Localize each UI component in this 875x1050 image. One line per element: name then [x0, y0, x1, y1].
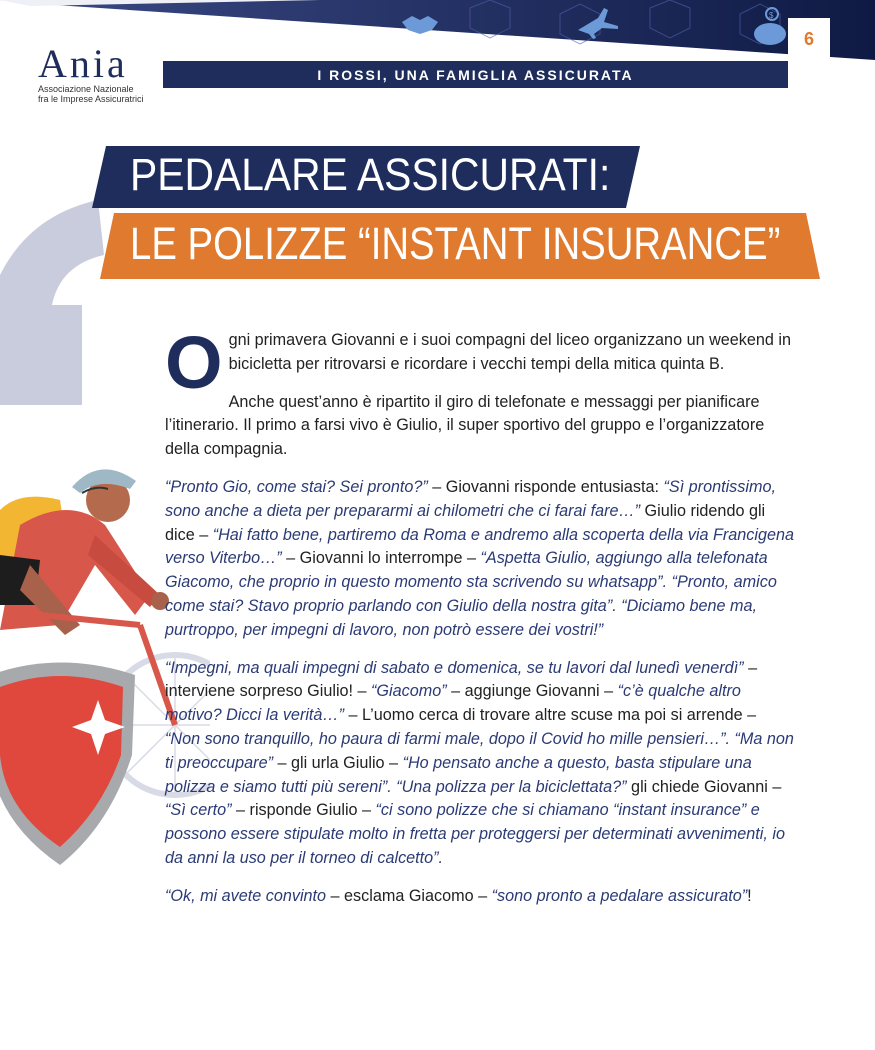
dialogue-quote: “Ho pensato anche a questo, basta stipulare una polizza e siamo tutti più sereni”. “Una polizza per la biciclettata?” — [165, 753, 752, 796]
ania-logo — [38, 41, 144, 104]
dialogue-quote: “Impegni, ma quali impegni di sabato e domenica, se tu lavori dal lunedì venerdì” — [165, 658, 744, 677]
shield-icon — [0, 663, 135, 866]
narration-text: – interviene sorpreso Giulio! – — [165, 658, 758, 701]
dialogue-quote: “Pronto Gio, come stai? Sei pronto?” — [165, 477, 428, 496]
quote-mark-icon — [0, 195, 105, 405]
title-ribbon-line2 — [100, 213, 820, 279]
page-number-box — [788, 18, 830, 60]
section-title-bar — [163, 61, 788, 88]
dialogue-quote: “Ok, mi avete convinto — [165, 886, 327, 905]
narration-text: – Giovanni risponde entusiasta: — [427, 477, 664, 496]
narration-text: – L’uomo cerca di trovare altre scuse ma poi si arrende – — [344, 706, 757, 725]
paragraph-1-text: gni primavera Giovanni e i suoi compagni del liceo organizzano un weekend in bicicletta per ritrovarsi e ricordare i vecchi tempi della mitica quinta B. — [228, 331, 791, 373]
dialogue-quote: “Sì certo” — [165, 801, 232, 820]
dialogue-quote: “sono pronto a pedalare assicurato” — [491, 886, 748, 905]
narration-text: gli chiede Giovanni – — [626, 777, 782, 796]
dialogue-quote: “c’è qualche altro motivo? Dicci la verità…” — [165, 682, 741, 725]
svg-text:$: $ — [769, 11, 774, 20]
dialogue-quote: “ci sono polizze che si chiamano “instant insurance” e possono essere stipulate molto in fretta per proteggersi per determinati avvenimenti, io da anni la uso per il torneo di calcetto”. — [165, 801, 785, 867]
narration-text: – risponde Giulio – — [231, 801, 376, 820]
logo-subtitle-line2: fra le Imprese Assicuratrici — [38, 94, 144, 104]
title-ribbon-line1 — [92, 146, 640, 208]
title-line1: PEDALARE ASSICURATI: — [130, 149, 611, 200]
drop-cap: O — [165, 321, 223, 404]
page-number: 6 — [803, 28, 814, 49]
dialogue-quote: “Non sono tranquillo, ho paura di farmi male, dopo il Covid ho mille pensieri…”. “Ma non ti preoccupare” — [165, 729, 794, 772]
narration-text: – aggiunge Giovanni – — [446, 682, 618, 701]
narration-text: Giulio ridendo gli dice – — [165, 501, 766, 544]
logo-subtitle-line1: Associazione Nazionale — [38, 84, 134, 94]
narration-text: – gli urla Giulio – — [272, 753, 403, 772]
paragraph-3 — [165, 476, 795, 643]
dialogue-quote: “Aspetta Giulio, aggiungo alla telefonata Giacomo, che proprio in questo momento sta scrivendo su whatsapp”. “Pronto, amico come stai? Stavo proprio parlando con Giulio della nostra gita”. “Diciamo bene ma, purtroppo, per impegni di lavoro, non potrò essere dei vostri!” — [165, 549, 777, 639]
narration-text: ! — [747, 886, 752, 905]
logo-word: Ania — [38, 41, 128, 86]
narration-text: – Giovanni lo interrompe – — [281, 549, 481, 568]
dialogue-quote: “Sì prontissimo, sono anche a dieta per prepararmi ai chilometri che ci farai fare…” — [165, 477, 776, 520]
paragraph-5 — [165, 885, 795, 909]
dialogue-quote: “Giacomo” — [371, 682, 447, 701]
dialogue-quote: “Hai fatto bene, partiremo da Roma e andremo alla scoperta della via Francigena verso Viterbo…” — [165, 525, 794, 568]
title-line2: LE POLIZZE “INSTANT INSURANCE” — [130, 218, 781, 269]
section-title: I ROSSI, UNA FAMIGLIA ASSICURATA — [317, 66, 634, 83]
paragraph-1 — [165, 321, 795, 404]
paragraph-2: Anche quest’anno è ripartito il giro di telefonate e messaggi per pianificare l’itinerario. Il primo a farsi vivo è Giulio, il super sportivo del gruppo e l’organizzatore della compagnia. — [165, 392, 765, 459]
narration-text: – esclama Giacomo – — [326, 886, 492, 905]
paragraph-4 — [165, 657, 795, 871]
article-body — [165, 321, 795, 923]
